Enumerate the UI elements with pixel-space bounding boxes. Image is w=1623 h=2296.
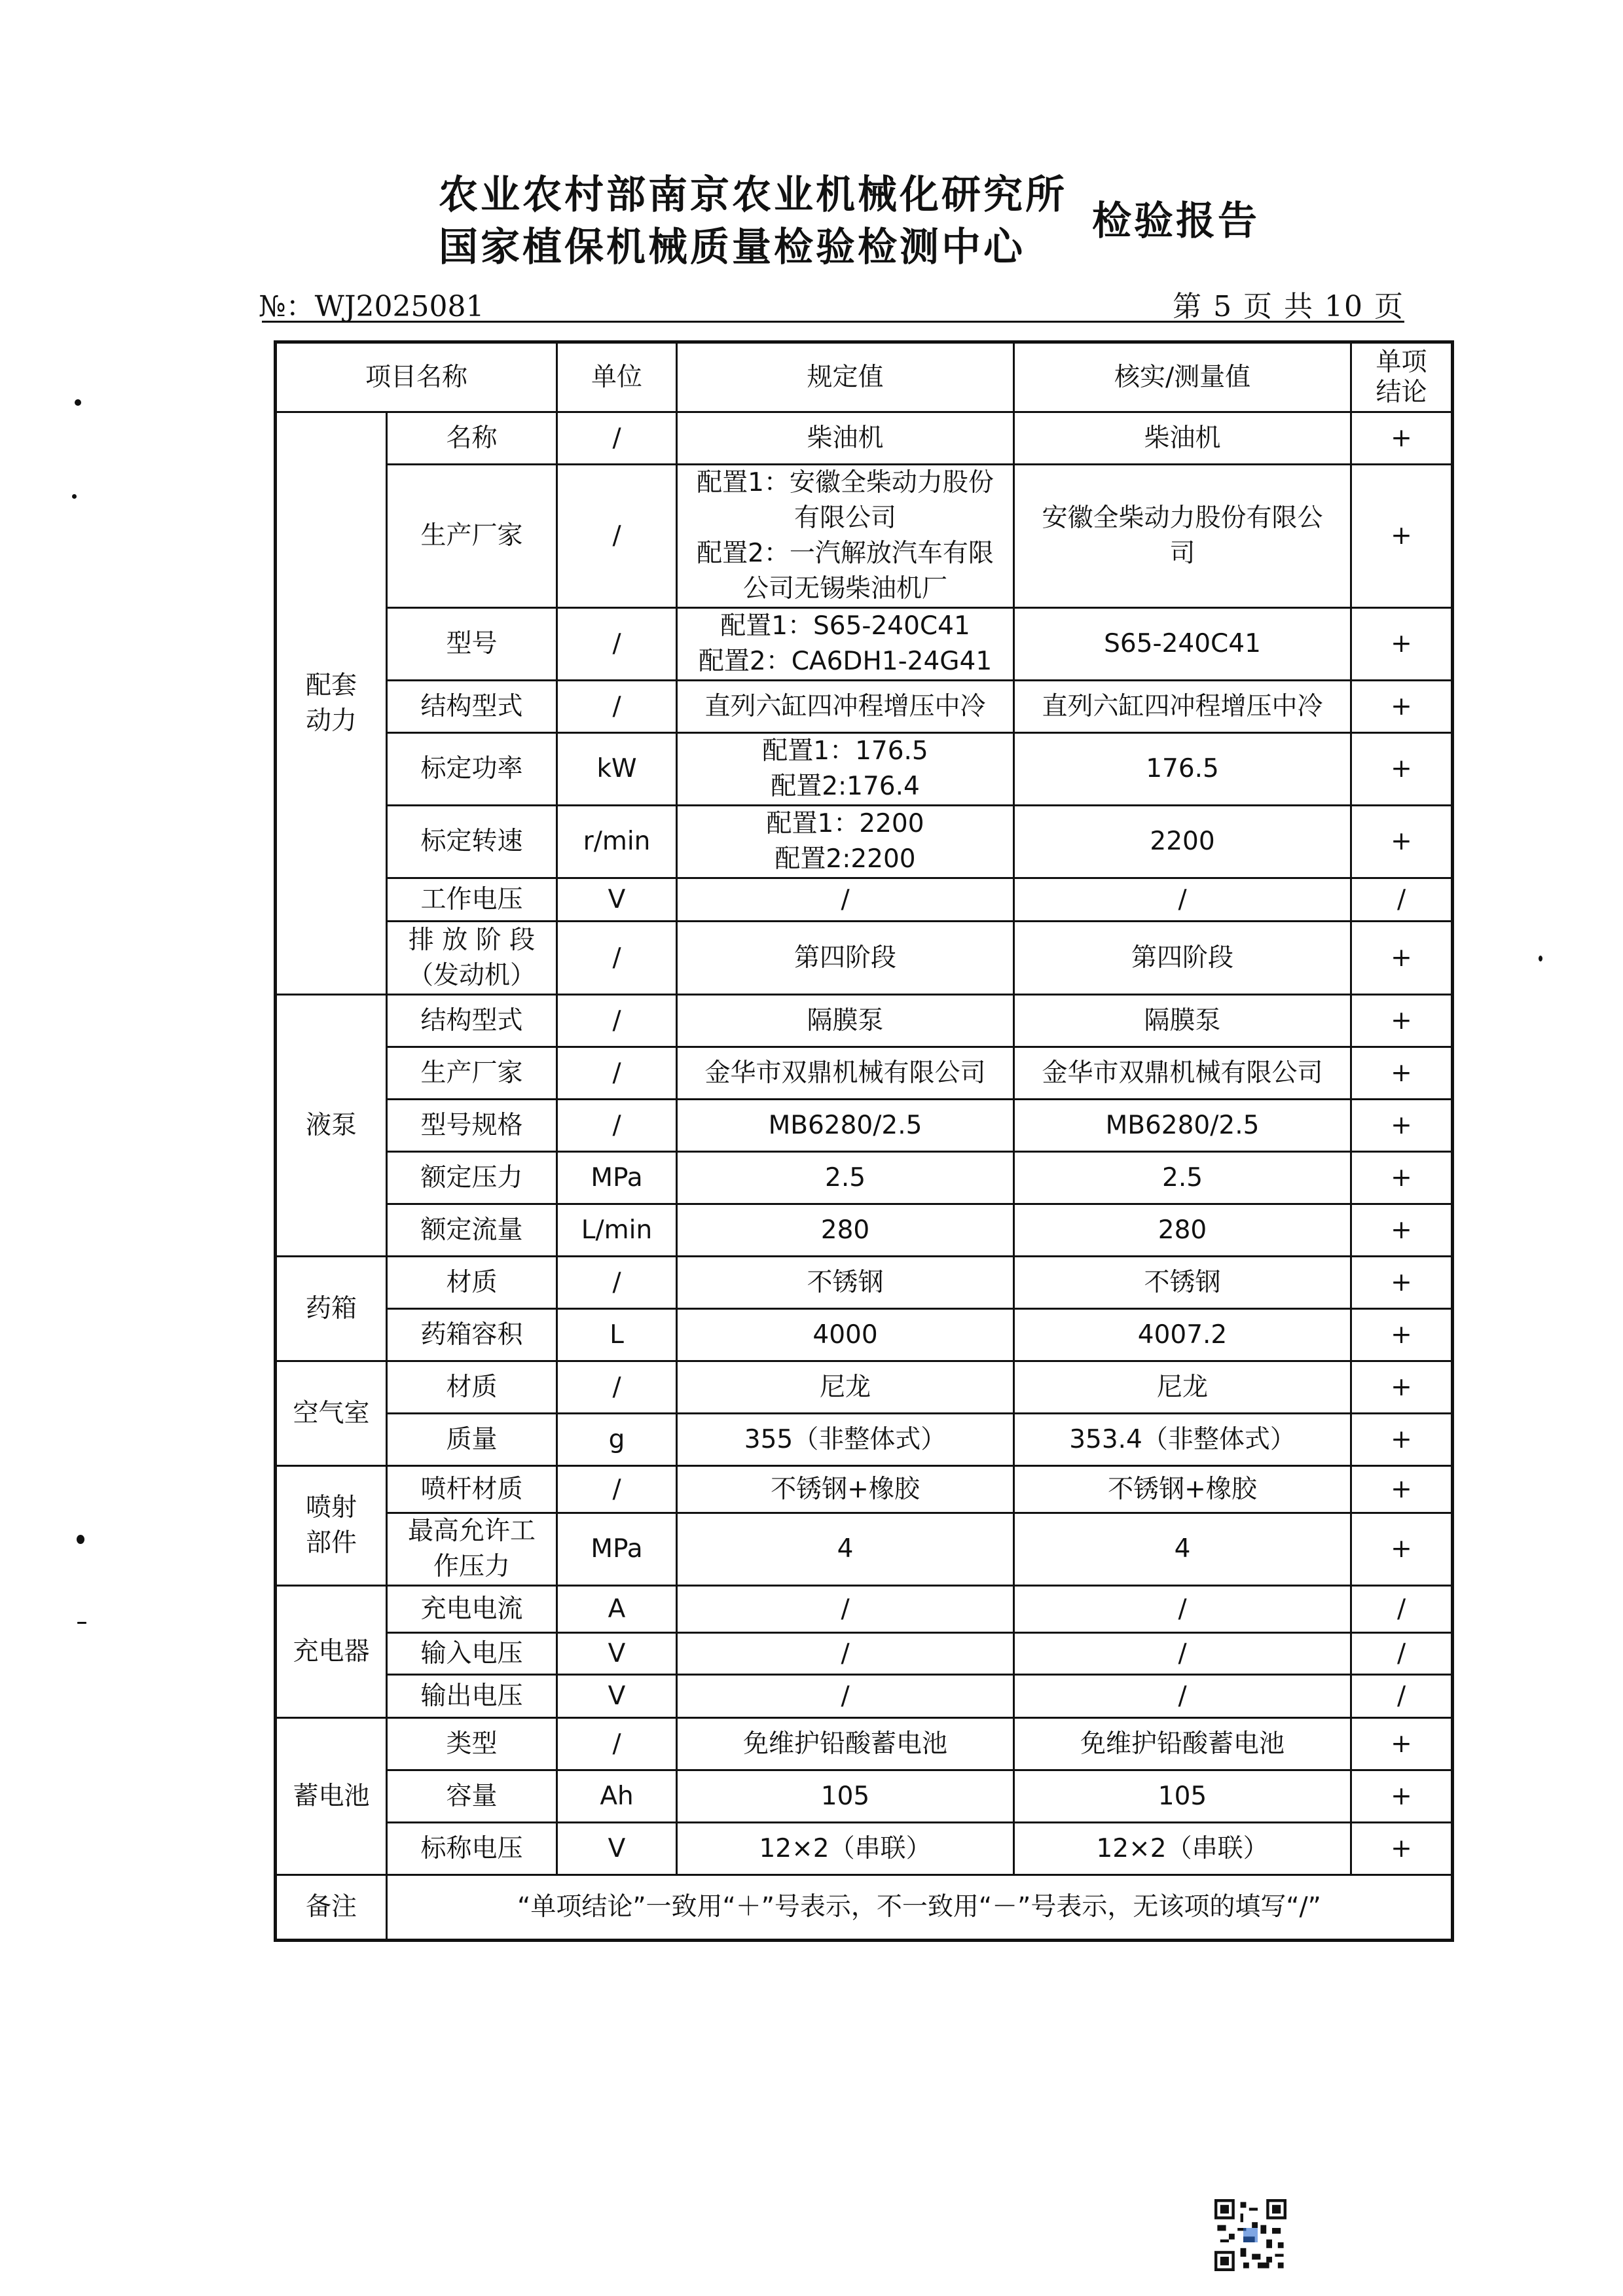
item-name: 型号规格 <box>387 1100 557 1152</box>
result-cell: + <box>1351 1770 1453 1823</box>
report-number: №：WJ2025081 <box>259 290 484 323</box>
result-cell: + <box>1351 1100 1453 1152</box>
measured-value: 2200 <box>1014 806 1351 878</box>
table-row <box>276 1513 1453 1586</box>
item-name: 结构型式 <box>387 681 557 733</box>
spec-value: 柴油机 <box>677 412 1014 465</box>
item-name: 容量 <box>387 1770 557 1823</box>
inspection-table <box>274 340 1454 1942</box>
table-row <box>276 733 1453 806</box>
table-row <box>276 1675 1453 1718</box>
result-cell: + <box>1351 1309 1453 1361</box>
table-row <box>276 1414 1453 1466</box>
measured-value: 4 <box>1014 1513 1351 1586</box>
unit-cell: / <box>557 1361 677 1414</box>
result-cell: + <box>1351 995 1453 1047</box>
item-name: 结构型式 <box>387 995 557 1047</box>
remark-label: 备注 <box>276 1875 387 1941</box>
measured-value: 12×2（串联） <box>1014 1823 1351 1875</box>
table-row <box>276 922 1453 995</box>
item-name: 药箱容积 <box>387 1309 557 1361</box>
result-cell: + <box>1351 922 1453 995</box>
measured-value: 免维护铅酸蓄电池 <box>1014 1718 1351 1770</box>
spec-value: 12×2（串联） <box>677 1823 1014 1875</box>
group-label: 喷射 部件 <box>276 1466 387 1586</box>
spec-value: 2.5 <box>677 1152 1014 1204</box>
group-label: 液泵 <box>276 995 387 1257</box>
result-cell: / <box>1351 1675 1453 1718</box>
item-name: 质量 <box>387 1414 557 1466</box>
result-cell: + <box>1351 1414 1453 1466</box>
scan-mark <box>1539 956 1542 961</box>
result-cell: + <box>1351 1152 1453 1204</box>
unit-cell: / <box>557 681 677 733</box>
measured-value: / <box>1014 1633 1351 1675</box>
spec-value: 第四阶段 <box>677 922 1014 995</box>
table-row <box>276 608 1453 681</box>
qr-code-icon <box>1214 2199 1286 2271</box>
table-row <box>276 1466 1453 1513</box>
org-name-line2: 国家植保机械质量检验检测中心 <box>439 224 1025 270</box>
spec-value: 配置1：176.5 配置2:176.4 <box>677 733 1014 806</box>
table-row <box>276 465 1453 608</box>
item-name: 输出电压 <box>387 1675 557 1718</box>
table-row <box>276 1361 1453 1414</box>
group-label: 配套 动力 <box>276 412 387 995</box>
group-label: 充电器 <box>276 1586 387 1718</box>
spec-value: 尼龙 <box>677 1361 1014 1414</box>
result-cell: + <box>1351 1823 1453 1875</box>
spec-value: 免维护铅酸蓄电池 <box>677 1718 1014 1770</box>
measured-value: S65-240C41 <box>1014 608 1351 681</box>
spec-value: 280 <box>677 1204 1014 1257</box>
item-name: 标定转速 <box>387 806 557 878</box>
spec-value: / <box>677 1586 1014 1633</box>
scan-mark <box>75 399 81 406</box>
unit-cell: / <box>557 1047 677 1100</box>
result-cell: / <box>1351 878 1453 922</box>
result-cell: + <box>1351 806 1453 878</box>
unit-cell: / <box>557 1257 677 1309</box>
measured-value: 280 <box>1014 1204 1351 1257</box>
item-name: 输入电压 <box>387 1633 557 1675</box>
spec-value: 105 <box>677 1770 1014 1823</box>
unit-cell: MPa <box>557 1513 677 1586</box>
column-header-item: 项目名称 <box>276 342 557 412</box>
scan-mark <box>77 1622 86 1624</box>
spec-value: 配置1：2200 配置2:2200 <box>677 806 1014 878</box>
measured-value: 安徽全柴动力股份有限公 司 <box>1014 465 1351 608</box>
measured-value: 柴油机 <box>1014 412 1351 465</box>
remark-row <box>276 1875 1453 1941</box>
unit-cell: V <box>557 1633 677 1675</box>
result-cell: + <box>1351 608 1453 681</box>
result-cell: + <box>1351 1204 1453 1257</box>
unit-cell: kW <box>557 733 677 806</box>
measured-value: 隔膜泵 <box>1014 995 1351 1047</box>
group-label: 药箱 <box>276 1257 387 1361</box>
spec-value: 隔膜泵 <box>677 995 1014 1047</box>
measured-value: / <box>1014 1586 1351 1633</box>
group-label: 空气室 <box>276 1361 387 1466</box>
measured-value: 不锈钢+橡胶 <box>1014 1466 1351 1513</box>
table-row <box>276 681 1453 733</box>
measured-value: / <box>1014 1675 1351 1718</box>
spec-value: / <box>677 1633 1014 1675</box>
unit-cell: V <box>557 1823 677 1875</box>
spec-value: 配置1：安徽全柴动力股份 有限公司 配置2：一汽解放汽车有限 公司无锡柴油机厂 <box>677 465 1014 608</box>
spec-value: 不锈钢+橡胶 <box>677 1466 1014 1513</box>
unit-cell: L/min <box>557 1204 677 1257</box>
unit-cell: g <box>557 1414 677 1466</box>
spec-value: 配置1：S65-240C41 配置2：CA6DH1-24G41 <box>677 608 1014 681</box>
table-row <box>276 1152 1453 1204</box>
item-name: 喷杆材质 <box>387 1466 557 1513</box>
unit-cell: / <box>557 1718 677 1770</box>
spec-value: / <box>677 1675 1014 1718</box>
measured-value: 353.4（非整体式） <box>1014 1414 1351 1466</box>
result-cell: + <box>1351 1718 1453 1770</box>
measured-value: 直列六缸四冲程增压中冷 <box>1014 681 1351 733</box>
unit-cell: / <box>557 1100 677 1152</box>
table-row <box>276 1823 1453 1875</box>
measured-value: 4007.2 <box>1014 1309 1351 1361</box>
result-cell: + <box>1351 681 1453 733</box>
table-row <box>276 878 1453 922</box>
result-cell: + <box>1351 1361 1453 1414</box>
unit-cell: L <box>557 1309 677 1361</box>
item-name: 类型 <box>387 1718 557 1770</box>
table-row <box>276 1100 1453 1152</box>
result-cell: + <box>1351 1466 1453 1513</box>
measured-value: 2.5 <box>1014 1152 1351 1204</box>
spec-value: 金华市双鼎机械有限公司 <box>677 1047 1014 1100</box>
unit-cell: A <box>557 1586 677 1633</box>
table-row <box>276 806 1453 878</box>
item-name: 材质 <box>387 1361 557 1414</box>
report-title: 检验报告 <box>1092 198 1260 244</box>
table-header-row <box>276 342 1453 412</box>
table-row <box>276 1204 1453 1257</box>
table-row <box>276 1309 1453 1361</box>
result-cell: + <box>1351 1047 1453 1100</box>
result-cell: / <box>1351 1586 1453 1633</box>
scan-mark <box>77 1535 84 1544</box>
column-header-measured: 核实/测量值 <box>1014 342 1351 412</box>
table-row <box>276 995 1453 1047</box>
header-underline <box>262 321 1404 323</box>
column-header-unit: 单位 <box>557 342 677 412</box>
column-header-result: 单项 结论 <box>1351 342 1453 412</box>
table-row <box>276 1770 1453 1823</box>
unit-cell: r/min <box>557 806 677 878</box>
spec-value: MB6280/2.5 <box>677 1100 1014 1152</box>
scan-mark <box>72 494 77 499</box>
unit-cell: / <box>557 922 677 995</box>
item-name: 标定功率 <box>387 733 557 806</box>
result-cell: + <box>1351 1257 1453 1309</box>
item-name: 额定流量 <box>387 1204 557 1257</box>
spec-value: 不锈钢 <box>677 1257 1014 1309</box>
spec-value: / <box>677 878 1014 922</box>
table-row <box>276 412 1453 465</box>
item-name: 名称 <box>387 412 557 465</box>
table-row <box>276 1633 1453 1675</box>
measured-value: 176.5 <box>1014 733 1351 806</box>
item-name: 材质 <box>387 1257 557 1309</box>
spec-value: 4000 <box>677 1309 1014 1361</box>
column-header-spec: 规定值 <box>677 342 1014 412</box>
item-name: 型号 <box>387 608 557 681</box>
unit-cell: / <box>557 1466 677 1513</box>
item-name: 充电电流 <box>387 1586 557 1633</box>
measured-value: / <box>1014 878 1351 922</box>
measured-value: 第四阶段 <box>1014 922 1351 995</box>
group-label: 蓄电池 <box>276 1718 387 1875</box>
table-row <box>276 1586 1453 1633</box>
measured-value: 尼龙 <box>1014 1361 1351 1414</box>
unit-cell: MPa <box>557 1152 677 1204</box>
item-name: 额定压力 <box>387 1152 557 1204</box>
report-header <box>0 0 1623 323</box>
item-name: 生产厂家 <box>387 1047 557 1100</box>
spec-value: 355（非整体式） <box>677 1414 1014 1466</box>
measured-value: 不锈钢 <box>1014 1257 1351 1309</box>
item-name: 排 放 阶 段 （发动机） <box>387 922 557 995</box>
remark-text: “单项结论”一致用“＋”号表示，不一致用“－”号表示，无该项的填写“/” <box>387 1875 1453 1941</box>
result-cell: + <box>1351 733 1453 806</box>
org-name-line1: 农业农村部南京农业机械化研究所 <box>439 172 1067 218</box>
spec-value: 直列六缸四冲程增压中冷 <box>677 681 1014 733</box>
unit-cell: V <box>557 878 677 922</box>
measured-value: 105 <box>1014 1770 1351 1823</box>
table-row <box>276 1718 1453 1770</box>
measured-value: 金华市双鼎机械有限公司 <box>1014 1047 1351 1100</box>
unit-cell: V <box>557 1675 677 1718</box>
item-name: 工作电压 <box>387 878 557 922</box>
unit-cell: / <box>557 608 677 681</box>
result-cell: + <box>1351 1513 1453 1586</box>
table-row <box>276 1047 1453 1100</box>
unit-cell: / <box>557 412 677 465</box>
measured-value: MB6280/2.5 <box>1014 1100 1351 1152</box>
item-name: 生产厂家 <box>387 465 557 608</box>
unit-cell: / <box>557 465 677 608</box>
spec-value: 4 <box>677 1513 1014 1586</box>
result-cell: + <box>1351 412 1453 465</box>
item-name: 标称电压 <box>387 1823 557 1875</box>
item-name: 最高允许工 作压力 <box>387 1513 557 1586</box>
unit-cell: / <box>557 995 677 1047</box>
result-cell: + <box>1351 465 1453 608</box>
unit-cell: Ah <box>557 1770 677 1823</box>
table-row <box>276 1257 1453 1309</box>
page-indicator: 第 5 页 共 10 页 <box>1173 290 1404 323</box>
result-cell: / <box>1351 1633 1453 1675</box>
